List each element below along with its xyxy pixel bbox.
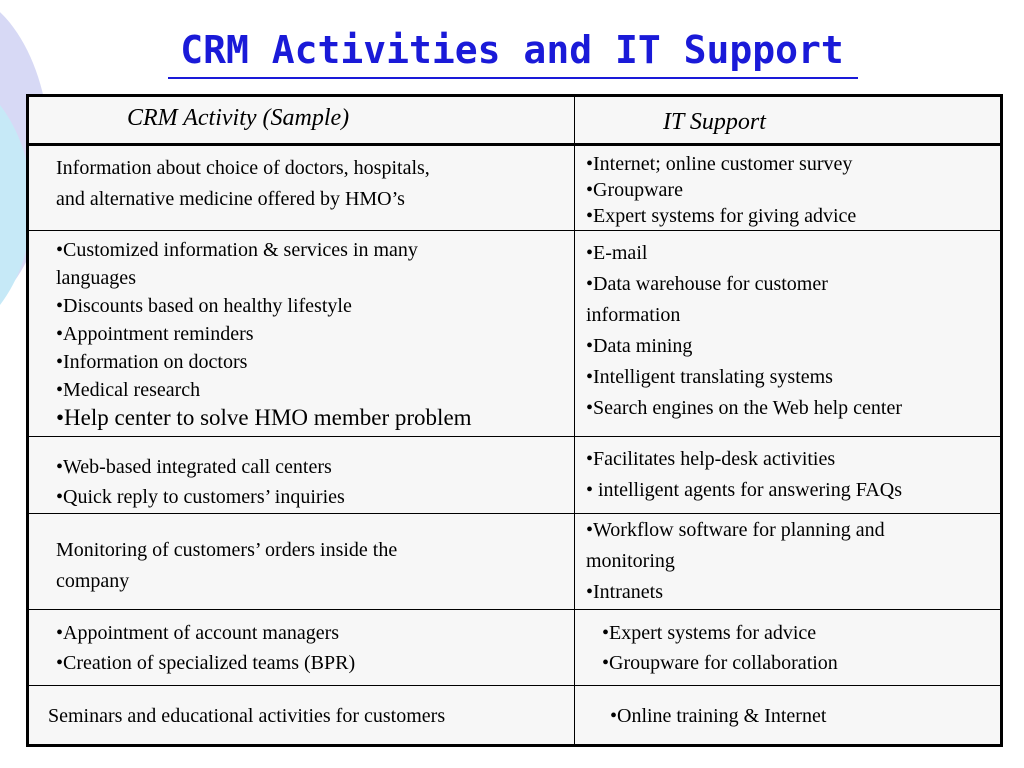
cell-line: •Help center to solve HMO member problem <box>56 405 472 430</box>
cell-line: •Groupware <box>586 179 683 201</box>
crm-activity-cell <box>28 231 575 437</box>
cell-line: •Facilitates help-desk activities <box>586 448 836 470</box>
cell-line: •Web-based integrated call centers <box>56 456 332 478</box>
cell-line: •Expert systems for giving advice <box>586 205 857 227</box>
cell-line: •Search engines on the Web help center <box>586 397 903 419</box>
header-label: CRM Activity (Sample) <box>127 105 350 131</box>
header-label: IT Support <box>663 109 766 135</box>
cell-line: • intelligent agents for answering FAQs <box>586 479 903 501</box>
header-it-support <box>575 96 1002 145</box>
cell-line: •Appointment of account managers <box>56 622 340 644</box>
crm-activity-cell <box>28 145 575 231</box>
cell-line: •Intelligent translating systems <box>586 366 833 388</box>
it-support-cell <box>575 145 1002 231</box>
cell-line: •Customized information & services in many <box>56 239 418 261</box>
table-row <box>28 145 1002 231</box>
cell-line: languages <box>56 267 136 289</box>
cell-line: •Appointment reminders <box>56 323 254 345</box>
it-support-cell <box>575 686 1002 746</box>
table-row <box>28 231 1002 437</box>
it-support-cell <box>575 231 1002 437</box>
cell-line: •E-mail <box>586 242 648 264</box>
cell-line: •Information on doctors <box>56 351 248 373</box>
table-row <box>28 514 1002 610</box>
cell-line: •Quick reply to customers’ inquiries <box>56 486 345 508</box>
cell-line: •Creation of specialized teams (BPR) <box>56 652 356 674</box>
cell-line: •Expert systems for advice <box>602 622 817 644</box>
cell-line: and alternative medicine offered by HMO’s <box>56 188 405 210</box>
cell-line: •Workflow software for planning and <box>586 519 885 541</box>
cell-line: •Discounts based on healthy lifestyle <box>56 295 352 317</box>
table-header-row <box>28 96 1002 145</box>
crm-activity-cell <box>28 686 575 746</box>
table-row <box>28 610 1002 686</box>
cell-line: Seminars and educational activities for customers <box>48 705 446 727</box>
it-support-cell <box>575 437 1002 514</box>
crm-activity-cell <box>28 514 575 610</box>
cell-line: Information about choice of doctors, hospitals, <box>56 157 430 179</box>
cell-line: Monitoring of customers’ orders inside the <box>56 539 398 561</box>
header-crm-activity <box>28 96 575 145</box>
cell-line: monitoring <box>586 550 675 572</box>
cell-line: information <box>586 304 681 326</box>
it-support-cell <box>575 610 1002 686</box>
cell-line: •Groupware for collaboration <box>602 652 838 674</box>
title-underline <box>168 77 858 79</box>
cell-line: •Medical research <box>56 379 201 401</box>
table-row <box>28 437 1002 514</box>
crm-it-table <box>26 94 1003 747</box>
slide-title: CRM Activities and IT Support <box>180 28 844 72</box>
cell-line: •Data warehouse for customer <box>586 273 828 295</box>
it-support-cell <box>575 514 1002 610</box>
crm-activity-cell <box>28 437 575 514</box>
cell-line: company <box>56 570 130 592</box>
table-row <box>28 686 1002 746</box>
cell-line: •Internet; online customer survey <box>586 153 853 175</box>
cell-line: •Online training & Internet <box>610 705 827 727</box>
crm-activity-cell <box>28 610 575 686</box>
cell-line: •Intranets <box>586 581 663 603</box>
cell-line: •Data mining <box>586 335 693 357</box>
